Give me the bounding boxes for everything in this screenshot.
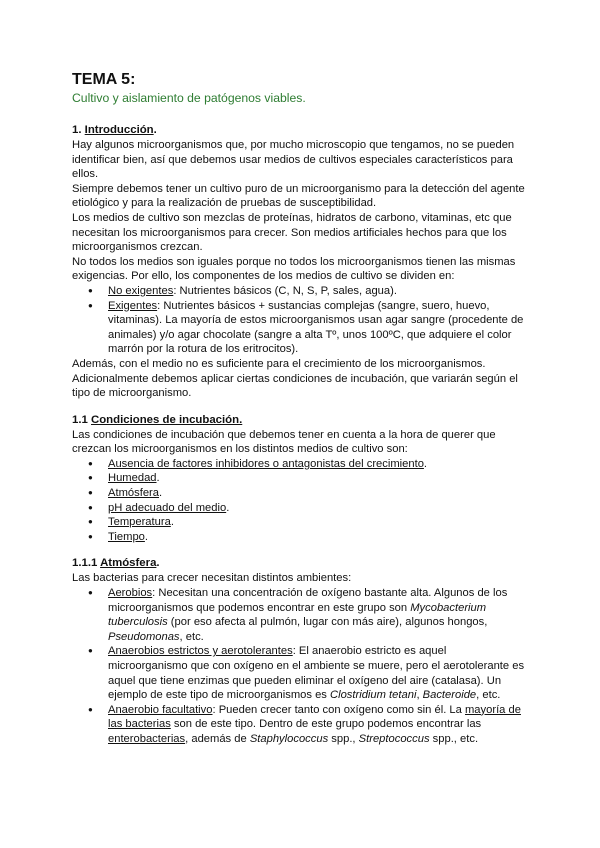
incubation-conditions-list — [72, 457, 528, 545]
page-title: TEMA 5: — [72, 71, 136, 88]
atmosphere-list — [72, 586, 528, 747]
list-item: ● Humedad. — [108, 471, 528, 486]
paragraph: Las condiciones de incubación que debemos tener en cuenta a la hora de querer que crezcan los microorganismos en los distintos medios de cultivo son: — [72, 428, 496, 456]
section-1-heading: 1. Introducción. — [72, 124, 157, 136]
paragraph: Hay algunos microorganismos que, por mucho microscopio que tengamos, no se pueden identificar bien, así que debemos usar medios de cultivos especiales característicos para ellos. — [72, 139, 515, 181]
list-item: ● Exigentes: Nutrientes básicos + sustancias complejas (sangre, suero, huevo, vitaminas). La mayoría de estos microorganismos usan agar sangre (procedente de animales) y/o agar chocolate (sangre a alta Tº, unos 100ºC, que adquiere el color marrón por la rotura de los eritrocitos). — [108, 299, 528, 357]
paragraph: Además, con el medio no es suficiente para el crecimiento de los microorganismos. Adicionalmente debemos aplicar ciertas condiciones de incubación, que variarán según el tipo de microorganismo. — [72, 357, 518, 400]
list-item: ● Anaerobios estrictos y aerotolerantes: El anaerobio estricto es aquel microorganismo que con oxígeno en el ambiente se muere, pero el aerotolerante es aquel que tiene enzimas que pueden eliminar el oxígeno del aire (catalasa). Un ejemplo de este tipo de microorganismos es Clostridium tetani, Bacteroide, etc. — [108, 644, 528, 702]
list-item: ● Anaerobio facultativo: Pueden crecer tanto con oxígeno como sin él. La mayoría de las bacterias son de este tipo. Dentro de este grupo podemos encontrar las enterobacterias, además de Staphylococcus spp., Streptococcus spp., etc. — [108, 703, 528, 747]
list-item: ● Atmósfera. — [108, 486, 528, 501]
medium-types-list — [72, 284, 528, 357]
list-item: ● pH adecuado del medio. — [108, 501, 528, 516]
paragraph: No todos los medios son iguales porque no todos los microorganismos tienen las mismas exigencias. Por ello, los componentes de los medios de cultivo se dividen en: — [72, 255, 516, 283]
list-item: ● Aerobios: Necesitan una concentración de oxígeno bastante alta. Algunos de los microorganismos que podemos encontrar en este grupo son Mycobacterium tuberculosis (por eso afecta al pulmón, lugar con más aire), algunos hongos, Pseudomonas, etc. — [108, 586, 528, 644]
paragraph: Siempre debemos tener un cultivo puro de un microorganismo para la detección del agente etiológico y para la realización de pruebas de susceptibilidad. — [72, 182, 525, 210]
paragraph: Las bacterias para crecer necesitan distintos ambientes: — [72, 572, 352, 585]
section-1-1-1-heading: 1.1.1 Atmósfera. — [72, 557, 160, 570]
section-1-1-heading: 1.1 Condiciones de incubación. — [72, 413, 243, 426]
list-item: ● Ausencia de factores inhibidores o antagonistas del crecimiento. — [108, 457, 528, 472]
paragraph: Los medios de cultivo son mezclas de proteínas, hidratos de carbono, vitaminas, etc que necesitan los microorganismos para crecer. Son medios artificiales hechos para que los microorganismos crezcan. — [72, 211, 512, 254]
list-item: ● Tiempo. — [108, 530, 528, 545]
page-subtitle: Cultivo y aislamiento de patógenos viables. — [72, 91, 306, 105]
list-item: ● No exigentes: Nutrientes básicos (C, N, S, P, sales, agua). — [108, 284, 528, 299]
list-item: ● Temperatura. — [108, 515, 528, 530]
